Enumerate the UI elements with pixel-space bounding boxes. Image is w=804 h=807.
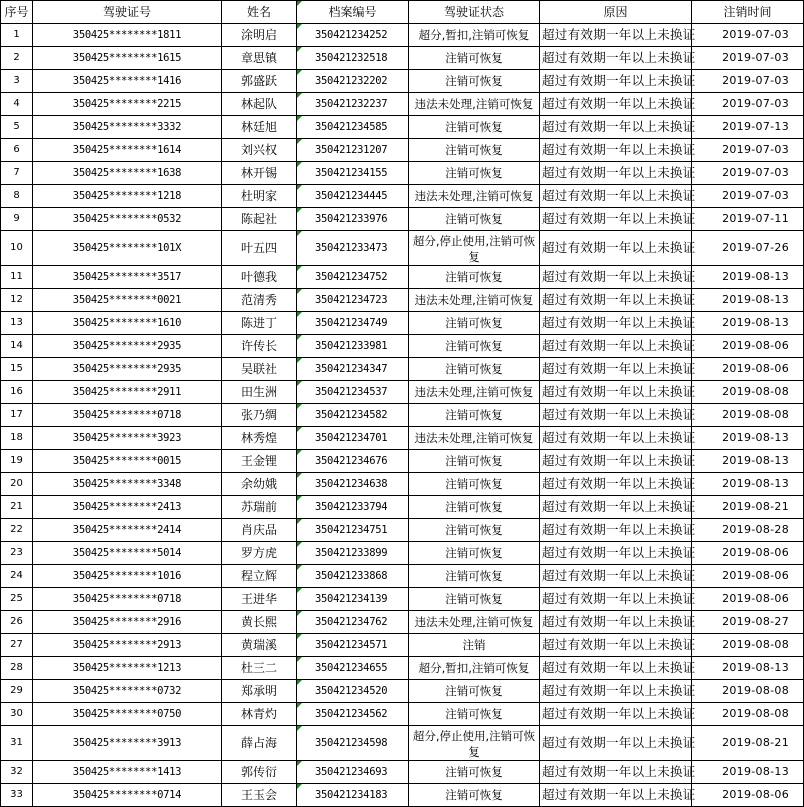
- cell-seq: 13: [1, 312, 33, 335]
- table-row: [1, 335, 804, 358]
- cell-license-no: 350425********3923: [33, 427, 222, 450]
- cell-license-status: 注销可恢复: [409, 266, 540, 289]
- cell-license-status: 注销可恢复: [409, 473, 540, 496]
- cell-seq: 12: [1, 289, 33, 312]
- cell-file-no: 350421234183: [297, 784, 409, 807]
- cell-seq: 22: [1, 519, 33, 542]
- cell-cancel-date: 2019-07-13: [692, 116, 804, 139]
- cell-file-no: 350421234676: [297, 450, 409, 473]
- table-row: [1, 519, 804, 542]
- cell-file-no: 350421234638: [297, 473, 409, 496]
- cell-name: 肖庆品: [222, 519, 297, 542]
- cell-cancel-date: 2019-07-26: [692, 231, 804, 266]
- cell-file-no: 350421234520: [297, 680, 409, 703]
- cell-license-no: 350425********1413: [33, 761, 222, 784]
- cell-name: 田生洲: [222, 381, 297, 404]
- cell-file-no: 350421234582: [297, 404, 409, 427]
- cell-license-status: 注销可恢复: [409, 496, 540, 519]
- cell-seq: 24: [1, 565, 33, 588]
- cell-license-no: 350425********101X: [33, 231, 222, 266]
- cell-reason: 超过有效期一年以上未换证: [540, 289, 692, 312]
- cell-license-no: 350425********0750: [33, 703, 222, 726]
- cell-name: 郑承明: [222, 680, 297, 703]
- cell-cancel-date: 2019-08-08: [692, 634, 804, 657]
- cell-name: 涂明启: [222, 24, 297, 47]
- cell-seq: 30: [1, 703, 33, 726]
- cell-name: 罗方虎: [222, 542, 297, 565]
- header-name: 姓名: [222, 1, 297, 24]
- cell-license-status: 注销可恢复: [409, 588, 540, 611]
- table-row: [1, 680, 804, 703]
- cell-name: 王玉会: [222, 784, 297, 807]
- cell-reason: 超过有效期一年以上未换证: [540, 703, 692, 726]
- table-row: [1, 208, 804, 231]
- cell-file-no: 350421234749: [297, 312, 409, 335]
- cell-file-no: 350421234655: [297, 657, 409, 680]
- cell-license-no: 350425********2916: [33, 611, 222, 634]
- cell-license-status: 超分,暂扣,注销可恢复: [409, 24, 540, 47]
- cell-file-no: 350421233794: [297, 496, 409, 519]
- table-row: [1, 634, 804, 657]
- table-row: [1, 93, 804, 116]
- cell-cancel-date: 2019-08-13: [692, 427, 804, 450]
- cell-license-no: 350425********5014: [33, 542, 222, 565]
- cell-name: 郭盛跃: [222, 70, 297, 93]
- cell-file-no: 350421234571: [297, 634, 409, 657]
- cell-seq: 15: [1, 358, 33, 381]
- cell-seq: 2: [1, 47, 33, 70]
- cell-reason: 超过有效期一年以上未换证: [540, 208, 692, 231]
- cell-license-status: 违法未处理,注销可恢复: [409, 185, 540, 208]
- cell-cancel-date: 2019-07-03: [692, 70, 804, 93]
- cell-license-no: 350425********1614: [33, 139, 222, 162]
- table-row: [1, 657, 804, 680]
- cell-name: 黄瑞溪: [222, 634, 297, 657]
- cell-license-no: 350425********1811: [33, 24, 222, 47]
- cell-license-status: 注销可恢复: [409, 139, 540, 162]
- cell-license-no: 350425********0718: [33, 588, 222, 611]
- cell-seq: 16: [1, 381, 33, 404]
- table-row: [1, 473, 804, 496]
- cell-reason: 超过有效期一年以上未换证: [540, 185, 692, 208]
- header-cancel-date: 注销时间: [692, 1, 804, 24]
- cell-reason: 超过有效期一年以上未换证: [540, 358, 692, 381]
- cell-file-no: 350421234762: [297, 611, 409, 634]
- cell-cancel-date: 2019-08-06: [692, 358, 804, 381]
- cell-seq: 20: [1, 473, 33, 496]
- table-row: [1, 231, 804, 266]
- cell-license-status: 注销: [409, 634, 540, 657]
- table-row: [1, 139, 804, 162]
- cell-name: 陈起社: [222, 208, 297, 231]
- cell-cancel-date: 2019-08-28: [692, 519, 804, 542]
- table-row: [1, 266, 804, 289]
- cell-seq: 32: [1, 761, 33, 784]
- cell-file-no: 350421234347: [297, 358, 409, 381]
- cell-file-no: 350421234562: [297, 703, 409, 726]
- cell-file-no: 350421232202: [297, 70, 409, 93]
- cell-reason: 超过有效期一年以上未换证: [540, 761, 692, 784]
- table-body: [1, 24, 804, 807]
- cell-name: 黄长熙: [222, 611, 297, 634]
- table-row: [1, 162, 804, 185]
- cell-seq: 33: [1, 784, 33, 807]
- cell-license-no: 350425********2935: [33, 335, 222, 358]
- cell-cancel-date: 2019-08-06: [692, 565, 804, 588]
- cell-reason: 超过有效期一年以上未换证: [540, 381, 692, 404]
- cell-license-no: 350425********3517: [33, 266, 222, 289]
- cell-file-no: 350421234752: [297, 266, 409, 289]
- cell-license-status: 注销可恢复: [409, 312, 540, 335]
- cell-license-status: 违法未处理,注销可恢复: [409, 381, 540, 404]
- cell-cancel-date: 2019-08-21: [692, 726, 804, 761]
- cell-file-no: 350421234252: [297, 24, 409, 47]
- cell-seq: 17: [1, 404, 33, 427]
- table-row: [1, 784, 804, 807]
- table-row: [1, 289, 804, 312]
- cell-cancel-date: 2019-07-03: [692, 139, 804, 162]
- cell-license-status: 注销可恢复: [409, 565, 540, 588]
- cell-reason: 超过有效期一年以上未换证: [540, 404, 692, 427]
- cell-license-no: 350425********0021: [33, 289, 222, 312]
- cell-reason: 超过有效期一年以上未换证: [540, 162, 692, 185]
- cell-cancel-date: 2019-08-13: [692, 289, 804, 312]
- cell-cancel-date: 2019-08-13: [692, 312, 804, 335]
- cell-license-no: 350425********1213: [33, 657, 222, 680]
- table-row: [1, 404, 804, 427]
- cell-file-no: 350421232518: [297, 47, 409, 70]
- cell-name: 郭传衍: [222, 761, 297, 784]
- cell-seq: 31: [1, 726, 33, 761]
- header-license-no: 驾驶证号: [33, 1, 222, 24]
- cell-license-no: 350425********2911: [33, 381, 222, 404]
- cell-name: 叶德我: [222, 266, 297, 289]
- cell-reason: 超过有效期一年以上未换证: [540, 588, 692, 611]
- cell-reason: 超过有效期一年以上未换证: [540, 266, 692, 289]
- table-row: [1, 726, 804, 761]
- cell-reason: 超过有效期一年以上未换证: [540, 680, 692, 703]
- cell-license-status: 超分,停止使用,注销可恢复: [409, 726, 540, 761]
- cell-license-no: 350425********2413: [33, 496, 222, 519]
- cell-name: 刘兴权: [222, 139, 297, 162]
- cell-reason: 超过有效期一年以上未换证: [540, 657, 692, 680]
- cell-cancel-date: 2019-07-03: [692, 47, 804, 70]
- cell-file-no: 350421232237: [297, 93, 409, 116]
- cell-license-status: 注销可恢复: [409, 519, 540, 542]
- cell-name: 林青灼: [222, 703, 297, 726]
- cell-seq: 28: [1, 657, 33, 680]
- cell-cancel-date: 2019-08-13: [692, 761, 804, 784]
- cell-license-status: 注销可恢复: [409, 47, 540, 70]
- cell-license-no: 350425********1416: [33, 70, 222, 93]
- cell-reason: 超过有效期一年以上未换证: [540, 427, 692, 450]
- table-row: [1, 565, 804, 588]
- cell-seq: 19: [1, 450, 33, 473]
- cell-license-no: 350425********2913: [33, 634, 222, 657]
- cell-license-no: 350425********1610: [33, 312, 222, 335]
- cell-name: 陈进丁: [222, 312, 297, 335]
- header-file-no: 档案编号: [297, 1, 409, 24]
- cell-license-no: 350425********0714: [33, 784, 222, 807]
- cell-seq: 23: [1, 542, 33, 565]
- cell-name: 程立辉: [222, 565, 297, 588]
- cell-file-no: 350421231207: [297, 139, 409, 162]
- cell-seq: 3: [1, 70, 33, 93]
- cell-cancel-date: 2019-07-11: [692, 208, 804, 231]
- table-row: [1, 381, 804, 404]
- cell-reason: 超过有效期一年以上未换证: [540, 634, 692, 657]
- cell-file-no: 350421233899: [297, 542, 409, 565]
- cell-reason: 超过有效期一年以上未换证: [540, 496, 692, 519]
- cell-license-no: 350425********0732: [33, 680, 222, 703]
- table-row: [1, 312, 804, 335]
- cell-file-no: 350421234751: [297, 519, 409, 542]
- cell-file-no: 350421233473: [297, 231, 409, 266]
- cell-file-no: 350421234598: [297, 726, 409, 761]
- cell-seq: 10: [1, 231, 33, 266]
- cell-license-no: 350425********0718: [33, 404, 222, 427]
- cell-reason: 超过有效期一年以上未换证: [540, 231, 692, 266]
- cell-cancel-date: 2019-08-13: [692, 473, 804, 496]
- cell-seq: 5: [1, 116, 33, 139]
- header-row: [1, 1, 804, 24]
- cell-license-status: 注销可恢复: [409, 404, 540, 427]
- cell-seq: 21: [1, 496, 33, 519]
- cell-license-status: 注销可恢复: [409, 450, 540, 473]
- cell-reason: 超过有效期一年以上未换证: [540, 139, 692, 162]
- cell-reason: 超过有效期一年以上未换证: [540, 473, 692, 496]
- cell-file-no: 350421234139: [297, 588, 409, 611]
- cell-cancel-date: 2019-07-03: [692, 93, 804, 116]
- cell-license-status: 注销可恢复: [409, 116, 540, 139]
- cell-cancel-date: 2019-07-03: [692, 24, 804, 47]
- table-row: [1, 427, 804, 450]
- cell-cancel-date: 2019-08-21: [692, 496, 804, 519]
- cell-reason: 超过有效期一年以上未换证: [540, 542, 692, 565]
- cell-name: 苏瑞前: [222, 496, 297, 519]
- cell-name: 许传长: [222, 335, 297, 358]
- cell-name: 杜明家: [222, 185, 297, 208]
- cell-license-no: 350425********2414: [33, 519, 222, 542]
- cell-reason: 超过有效期一年以上未换证: [540, 519, 692, 542]
- table-row: [1, 450, 804, 473]
- cell-license-status: 注销可恢复: [409, 703, 540, 726]
- table-row: [1, 761, 804, 784]
- cell-seq: 27: [1, 634, 33, 657]
- cell-name: 余幼娥: [222, 473, 297, 496]
- cell-cancel-date: 2019-08-06: [692, 784, 804, 807]
- table-row: [1, 24, 804, 47]
- cell-cancel-date: 2019-08-13: [692, 266, 804, 289]
- cell-reason: 超过有效期一年以上未换证: [540, 116, 692, 139]
- cell-seq: 4: [1, 93, 33, 116]
- cell-reason: 超过有效期一年以上未换证: [540, 784, 692, 807]
- cell-license-no: 350425********3332: [33, 116, 222, 139]
- cell-reason: 超过有效期一年以上未换证: [540, 611, 692, 634]
- cell-name: 林廷旭: [222, 116, 297, 139]
- cell-file-no: 350421234693: [297, 761, 409, 784]
- cell-license-status: 违法未处理,注销可恢复: [409, 427, 540, 450]
- cell-file-no: 350421234445: [297, 185, 409, 208]
- cell-cancel-date: 2019-08-13: [692, 657, 804, 680]
- cell-file-no: 350421234723: [297, 289, 409, 312]
- cell-license-no: 350425********0015: [33, 450, 222, 473]
- cell-cancel-date: 2019-08-08: [692, 381, 804, 404]
- table-row: [1, 185, 804, 208]
- table-row: [1, 588, 804, 611]
- cell-cancel-date: 2019-08-27: [692, 611, 804, 634]
- cell-license-no: 350425********1218: [33, 185, 222, 208]
- table-row: [1, 116, 804, 139]
- table-row: [1, 542, 804, 565]
- cell-license-status: 注销可恢复: [409, 208, 540, 231]
- cell-license-status: 超分,停止使用,注销可恢复: [409, 231, 540, 266]
- cell-license-no: 350425********1638: [33, 162, 222, 185]
- cell-seq: 14: [1, 335, 33, 358]
- cell-reason: 超过有效期一年以上未换证: [540, 565, 692, 588]
- cell-file-no: 350421234155: [297, 162, 409, 185]
- cell-name: 章思镇: [222, 47, 297, 70]
- cell-name: 王进华: [222, 588, 297, 611]
- cell-seq: 9: [1, 208, 33, 231]
- cell-seq: 11: [1, 266, 33, 289]
- cell-file-no: 350421233976: [297, 208, 409, 231]
- table-row: [1, 70, 804, 93]
- cell-license-status: 超分,暂扣,注销可恢复: [409, 657, 540, 680]
- cell-name: 林起队: [222, 93, 297, 116]
- cell-reason: 超过有效期一年以上未换证: [540, 70, 692, 93]
- cell-file-no: 350421234537: [297, 381, 409, 404]
- cell-cancel-date: 2019-08-08: [692, 680, 804, 703]
- cell-name: 叶五四: [222, 231, 297, 266]
- table-row: [1, 703, 804, 726]
- cell-cancel-date: 2019-08-08: [692, 404, 804, 427]
- cell-reason: 超过有效期一年以上未换证: [540, 335, 692, 358]
- cell-cancel-date: 2019-08-13: [692, 450, 804, 473]
- header-reason: 原因: [540, 1, 692, 24]
- cell-name: 王金锂: [222, 450, 297, 473]
- cell-file-no: 350421233868: [297, 565, 409, 588]
- cell-cancel-date: 2019-08-06: [692, 542, 804, 565]
- cell-file-no: 350421234701: [297, 427, 409, 450]
- cell-license-no: 350425********2935: [33, 358, 222, 381]
- cell-license-status: 注销可恢复: [409, 335, 540, 358]
- cell-license-status: 注销可恢复: [409, 542, 540, 565]
- cell-name: 林开锡: [222, 162, 297, 185]
- cell-license-no: 350425********2215: [33, 93, 222, 116]
- cell-license-status: 注销可恢复: [409, 784, 540, 807]
- cell-license-status: 注销可恢复: [409, 680, 540, 703]
- cell-cancel-date: 2019-08-06: [692, 335, 804, 358]
- cell-seq: 25: [1, 588, 33, 611]
- cell-seq: 18: [1, 427, 33, 450]
- cell-seq: 1: [1, 24, 33, 47]
- header-license-status: 驾驶证状态: [409, 1, 540, 24]
- header-seq: 序号: [1, 1, 33, 24]
- table-row: [1, 358, 804, 381]
- cell-license-no: 350425********3348: [33, 473, 222, 496]
- cell-file-no: 350421233981: [297, 335, 409, 358]
- cell-license-no: 350425********1016: [33, 565, 222, 588]
- cell-reason: 超过有效期一年以上未换证: [540, 450, 692, 473]
- cell-license-status: 违法未处理,注销可恢复: [409, 93, 540, 116]
- cell-name: 杜三二: [222, 657, 297, 680]
- table-row: [1, 47, 804, 70]
- cell-reason: 超过有效期一年以上未换证: [540, 47, 692, 70]
- cell-license-status: 违法未处理,注销可恢复: [409, 289, 540, 312]
- cell-seq: 7: [1, 162, 33, 185]
- cell-license-status: 违法未处理,注销可恢复: [409, 611, 540, 634]
- cell-seq: 6: [1, 139, 33, 162]
- cell-license-status: 注销可恢复: [409, 761, 540, 784]
- cell-reason: 超过有效期一年以上未换证: [540, 312, 692, 335]
- cell-reason: 超过有效期一年以上未换证: [540, 24, 692, 47]
- cell-license-status: 注销可恢复: [409, 358, 540, 381]
- cell-cancel-date: 2019-08-08: [692, 703, 804, 726]
- cell-reason: 超过有效期一年以上未换证: [540, 726, 692, 761]
- cell-license-no: 350425********1615: [33, 47, 222, 70]
- cell-license-no: 350425********0532: [33, 208, 222, 231]
- cell-seq: 8: [1, 185, 33, 208]
- cell-name: 吴联社: [222, 358, 297, 381]
- cell-license-status: 注销可恢复: [409, 70, 540, 93]
- cell-name: 薛占海: [222, 726, 297, 761]
- cell-reason: 超过有效期一年以上未换证: [540, 93, 692, 116]
- cell-license-no: 350425********3913: [33, 726, 222, 761]
- cell-seq: 26: [1, 611, 33, 634]
- cell-license-status: 注销可恢复: [409, 162, 540, 185]
- cell-cancel-date: 2019-07-03: [692, 162, 804, 185]
- table-row: [1, 496, 804, 519]
- cell-cancel-date: 2019-08-06: [692, 588, 804, 611]
- cell-name: 林秀煌: [222, 427, 297, 450]
- cell-name: 张乃绸: [222, 404, 297, 427]
- cell-name: 范清秀: [222, 289, 297, 312]
- cell-cancel-date: 2019-07-03: [692, 185, 804, 208]
- table-row: [1, 611, 804, 634]
- cell-file-no: 350421234585: [297, 116, 409, 139]
- cell-seq: 29: [1, 680, 33, 703]
